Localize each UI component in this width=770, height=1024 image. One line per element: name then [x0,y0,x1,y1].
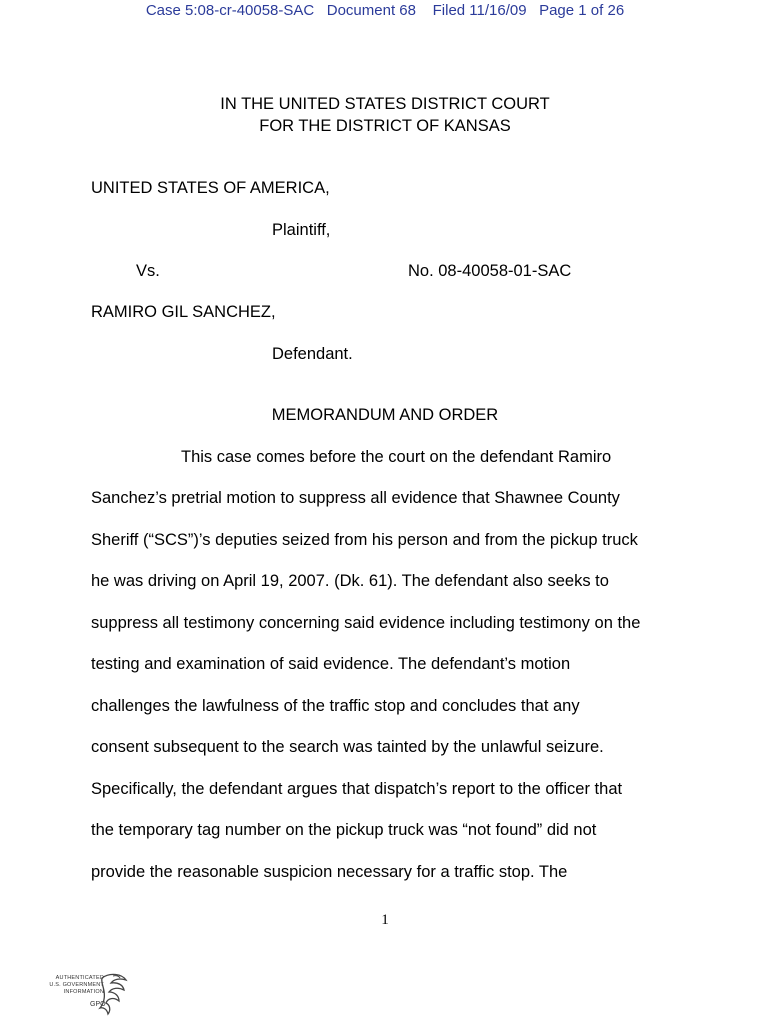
document-title: MEMORANDUM AND ORDER [271,406,499,424]
body-line: suppress all testimony concerning said evidence including testimony on the [91,614,641,632]
body-line: consent subsequent to the search was tainted by the unlawful seizure. [91,738,604,756]
body-line: challenges the lawfulness of the traffic stop and concludes that any [91,697,580,715]
seal-text [40,975,104,996]
body-line: Sheriff (“SCS”)’s deputies seized from his person and from the pickup truck [91,531,638,549]
body-line: Sanchez’s pretrial motion to suppress all evidence that Shawnee County [91,489,620,507]
defendant-role: Defendant. [272,345,353,363]
body-line: he was driving on April 19, 2007. (Dk. 61). The defendant also seeks to [91,572,609,590]
eagle-icon [98,972,130,1016]
body-line: This case comes before the court on the defendant Ramiro [181,448,612,466]
defendant-name: RAMIRO GIL SANCHEZ, [91,303,276,321]
court-name-line-1: IN THE UNITED STATES DISTRICT COURT [220,95,550,113]
gpo-authentication-seal [40,972,132,1018]
seal-agency: GPO [90,1001,106,1008]
ecf-header-stamp: Case 5:08-cr-40058-SAC Document 68 Filed 11/16/09 Page 1 of 26 [145,2,625,19]
body-line: Specifically, the defendant argues that dispatch’s report to the officer that [91,780,623,798]
plaintiff-name: UNITED STATES OF AMERICA, [91,179,330,197]
seal-line: AUTHENTICATED [55,975,104,981]
court-name-line-2: FOR THE DISTRICT OF KANSAS [259,117,511,135]
body-line: testing and examination of said evidence. The defendant’s motion [91,655,571,673]
case-number: No. 08-40058-01-SAC [408,262,572,280]
body-line: provide the reasonable suspicion necessary for a traffic stop. The [91,863,568,881]
seal-line: INFORMATION [63,989,104,995]
body-line: the temporary tag number on the pickup truck was “not found” did not [91,821,597,839]
page-number: 1 [381,912,389,928]
plaintiff-role: Plaintiff, [272,221,331,239]
seal-line: U.S. GOVERNMENT [49,982,104,988]
versus-label: Vs. [136,262,160,280]
